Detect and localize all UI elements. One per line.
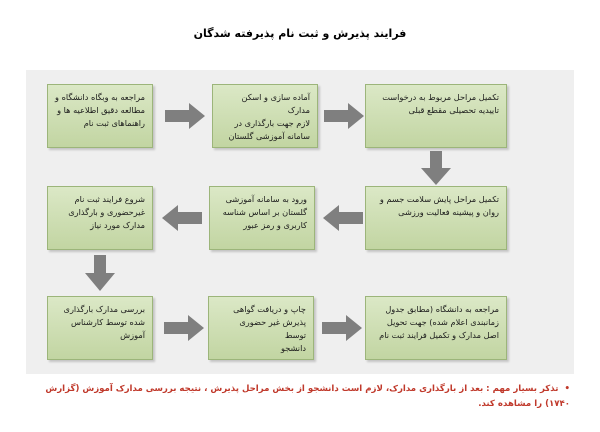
diagram-title: فرایند پذیرش و ثبت نام پذیرفته شدگان [193,27,407,40]
left-arrow-icon [160,203,204,233]
step-box-3: تکمیل مراحل مربوط به درخواست تاییدیه تحصیلی مقطع قبلی [365,84,507,148]
step-box-8: چاپ و دریافت گواهی پذیرش غیر حضوری توسط دانشجو [208,296,314,360]
down-arrow-icon [419,150,453,186]
down-arrow-icon [83,254,117,292]
important-note [30,382,570,412]
step-box-9: مراجعه به دانشگاه (مطابق جدول زمانبندی اعلام شده) جهت تحویل اصل مدارک و تکمیل فرایند ثبت نام [365,296,507,360]
bullet-icon: • [564,384,570,394]
step-box-1: مراجعه به وبگاه دانشگاه و مطالعه دقیق اطلاعیه ها و راهنماهای ثبت نام [47,84,153,148]
right-arrow-icon [322,101,366,131]
right-arrow-icon [162,313,206,343]
right-arrow-icon [320,313,364,343]
important-note-text: تذکر بسیار مهم : بعد از بارگذاری مدارک، لازم است دانشجو از بخش مراحل پذیرش ، نتیجه بررسی مدارک آموزش (گزارش ۱۷۴۰) را مشاهده کند. [45,384,570,409]
left-arrow-icon [321,203,365,233]
step-box-5: ورود به سامانه آموزشی گلستان بر اساس شناسه کاربری و رمز عبور [209,186,315,250]
step-box-6: شروع فرایند ثبت نام غیرحضوری و بارگذاری مدارک مورد نیاز [47,186,153,250]
step-box-4: تکمیل مراحل پایش سلامت جسم و روان و پیشینه فعالیت ورزشی [365,186,507,250]
step-box-2: آماده سازی و اسکن مدارک لازم جهت بارگذاری در سامانه آموزشی گلستان [212,84,318,148]
right-arrow-icon [163,101,207,131]
step-box-7: بررسی مدارک بارگذاری شده توسط کارشناس آموزش [47,296,153,360]
